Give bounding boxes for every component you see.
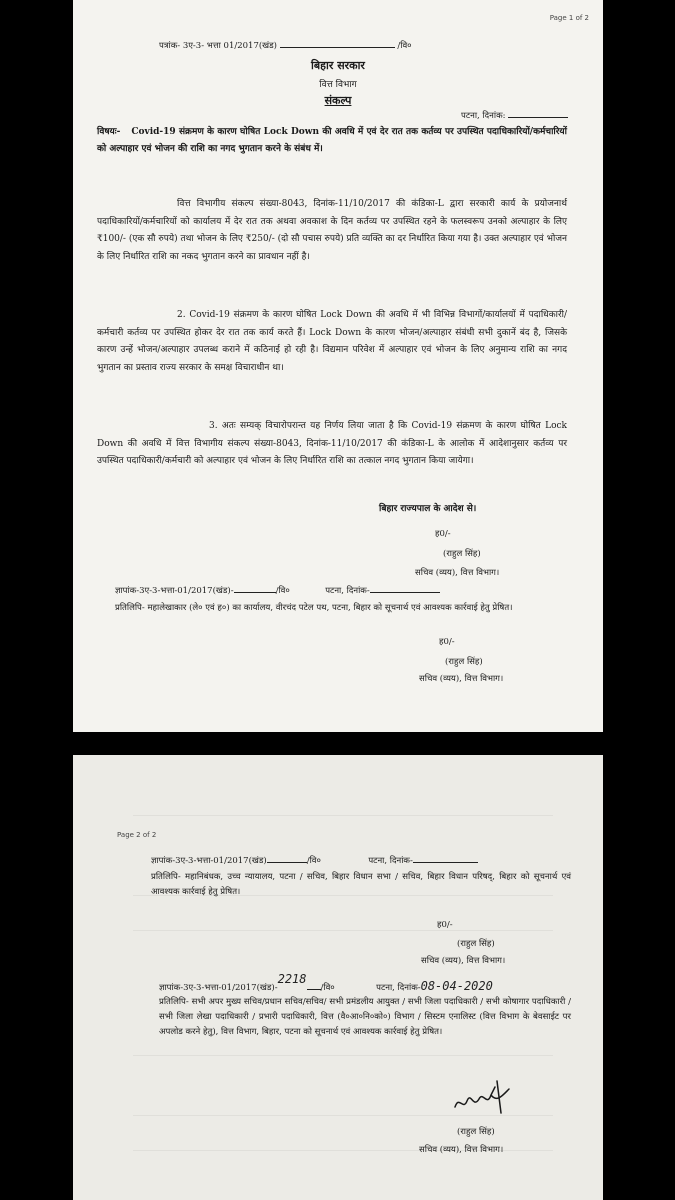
signatory-name-2: (राहुल सिंह) bbox=[445, 657, 483, 667]
paragraph-3: 3. अतः सम्यक् विचारोपरान्त यह निर्णय लिया जाता है कि Covid-19 संक्रमण के कारण घोषित Lock Down की अवधि में वित्त विभागीय संकल्प संख्या-8043, दिनांक-11/10/2017 की कंडिका-L के आलोक में आदेशानुसार कर्तव्य पर उपस्थित पदाधिकारी/कर्मचारी को अल्पाहार एवं भोजन के लिए निर्धारित राशि का तत्काल नगद भुगतान किया जायेगा। bbox=[97, 421, 567, 467]
signatory-name: (राहुल सिंह) bbox=[443, 549, 481, 559]
page-number-2: Page 2 of 2 bbox=[117, 831, 157, 839]
memo-line-1: ज्ञापांक-3ए-3-भत्ता-01/2017(खंड) /वि० पटना, दिनांक- bbox=[151, 855, 478, 866]
handwritten-number: 2218 bbox=[277, 972, 307, 986]
page-number: Page 1 of 2 bbox=[549, 14, 589, 22]
paragraph-2: 2. Covid-19 संक्रमण के कारण घोषित Lock Down की अवधि में भी विभिन्न विभागों/कार्यालयों में पदाधिकारी/कर्मचारी कर्तव्य पर उपस्थित होकर देर रात तक कार्य करते हैं। Lock Down के कारण भोजन/अल्पाहार संबंधी सभी दुकानें बंद है, जिसके कारण उन्हें भोजन/अल्पाहार उपलब्ध कराने में कठिनाई हो रही है। विद्यमान परिवेश में अल्पाहार एवं भोजन के लिए अनुमान्य राशि का नगद भुगतान का प्रस्ताव राज्य सरकार के समक्ष विचाराधीन था। bbox=[97, 310, 567, 373]
reference-number: पत्रांक- 3ए-3- भत्ता 01/2017(खंड) /वि० bbox=[159, 41, 412, 51]
copy-to-2: प्रतिलिपि- सभी अपर मुख्य सचिव/प्रधान सचिव/सचिव/ सभी प्रमंडलीय आयुक्त / सभी जिला पदाधिकारी / सभी कोषागार पदाधिकारी / सभी जिला लेखा पदाधिकारी / प्रभारी पदाधिकारी, वित्त (वै०आ०नि०को०) विभाग / सिस्टम एनालिस्ट (वित्त विभाग के बेवसाईट पर अपलोड करने हेतु), वित्त विभाग, बिहार, पटना को सूचनार्थ एवं आवश्यक कार्रवाई हेतु प्रेषित। bbox=[159, 997, 571, 1038]
document-page-1 bbox=[73, 0, 603, 732]
paragraph-1: वित्त विभागीय संकल्प संख्या-8043, दिनांक-11/10/2017 की कंडिका-L द्वारा सरकारी कार्य के प्रयोजनार्थ पदाधिकारियों/कर्मचारियों को कार्यालय में देर रात तक अथवा अवकाश के दिन कर्तव्य पर उपस्थित रहने के फलस्वरूप उनको अल्पाहार के लिए ₹100/- (एक सौ रुपये) तथा भोजन के लिए ₹250/- (दो सौ पचास रुपये) प्रति व्यक्ति का दर निर्धारित किया गया है। उक्त अल्पाहार एवं भोजन के लिए निर्धारित राशि का नकद भुगतान करने का प्रावधान नहीं है। bbox=[97, 199, 567, 262]
subject-text: Covid-19 संक्रमण के कारण घोषित Lock Down की अवधि में एवं देर रात तक कर्तव्य पर उपस्थित पदाधिकारियों/कर्मचारियों को अल्पाहार एवं भोजन की राशि का नगद भुगतान करने के संबंध में। bbox=[97, 127, 567, 154]
handwritten-signature bbox=[451, 1077, 521, 1117]
government-heading: बिहार सरकार bbox=[311, 59, 365, 72]
copy-to: प्रतिलिपि- महालेखाकार (ले० एवं ह०) का कार्यालय, वीरचंद पटेल पथ, पटना, बिहार को सूचनार्थ एवं आवश्यक कार्रवाई हेतु प्रेषित। bbox=[115, 603, 513, 613]
document-page-2 bbox=[73, 755, 603, 1200]
signatory-designation: सचिव (व्यय), वित्त विभाग। bbox=[415, 568, 500, 578]
signatory-name-3: (राहुल सिंह) bbox=[457, 939, 495, 949]
signatory-name-4: (राहुल सिंह) bbox=[457, 1127, 495, 1137]
place-date-line: पटना, दिनांक: bbox=[461, 110, 568, 121]
signature-ho-2: ह0/- bbox=[439, 637, 455, 647]
signature-ho-3: ह0/- bbox=[437, 920, 453, 930]
copy-to-1: प्रतिलिपि- महानिबंधक, उच्च न्यायालय, पटना / सचिव, बिहार विधान सभा / सचिव, बिहार विधान परिषद्, बिहार को सूचनार्थ एवं आवश्यक कार्रवाई हेतु प्रेषित। bbox=[151, 872, 571, 898]
governor-order: बिहार राज्यपाल के आदेश से। bbox=[379, 504, 477, 514]
subject-block bbox=[97, 124, 567, 158]
signatory-designation-3: सचिव (व्यय), वित्त विभाग। bbox=[421, 956, 506, 966]
signatory-designation-4: सचिव (व्यय), वित्त विभाग। bbox=[419, 1145, 504, 1155]
signatory-designation-2: सचिव (व्यय), वित्त विभाग। bbox=[419, 674, 504, 684]
memo-line: ज्ञापांक-3ए-3-भत्ता-01/2017(खंड)- /वि० पटना, दिनांक- bbox=[115, 585, 440, 596]
signature-ho: ह0/- bbox=[435, 529, 451, 539]
subject-label: विषयः- bbox=[97, 127, 121, 137]
memo-line-2: ज्ञापांक-3ए-3-भत्ता-01/2017(खंड)-2218/वि० पटना, दिनांक-08-04-2020 bbox=[159, 972, 493, 993]
handwritten-date: 08-04-2020 bbox=[420, 979, 493, 993]
department-heading: वित्त विभाग bbox=[319, 80, 357, 90]
document-title: संकल्प bbox=[324, 94, 352, 107]
